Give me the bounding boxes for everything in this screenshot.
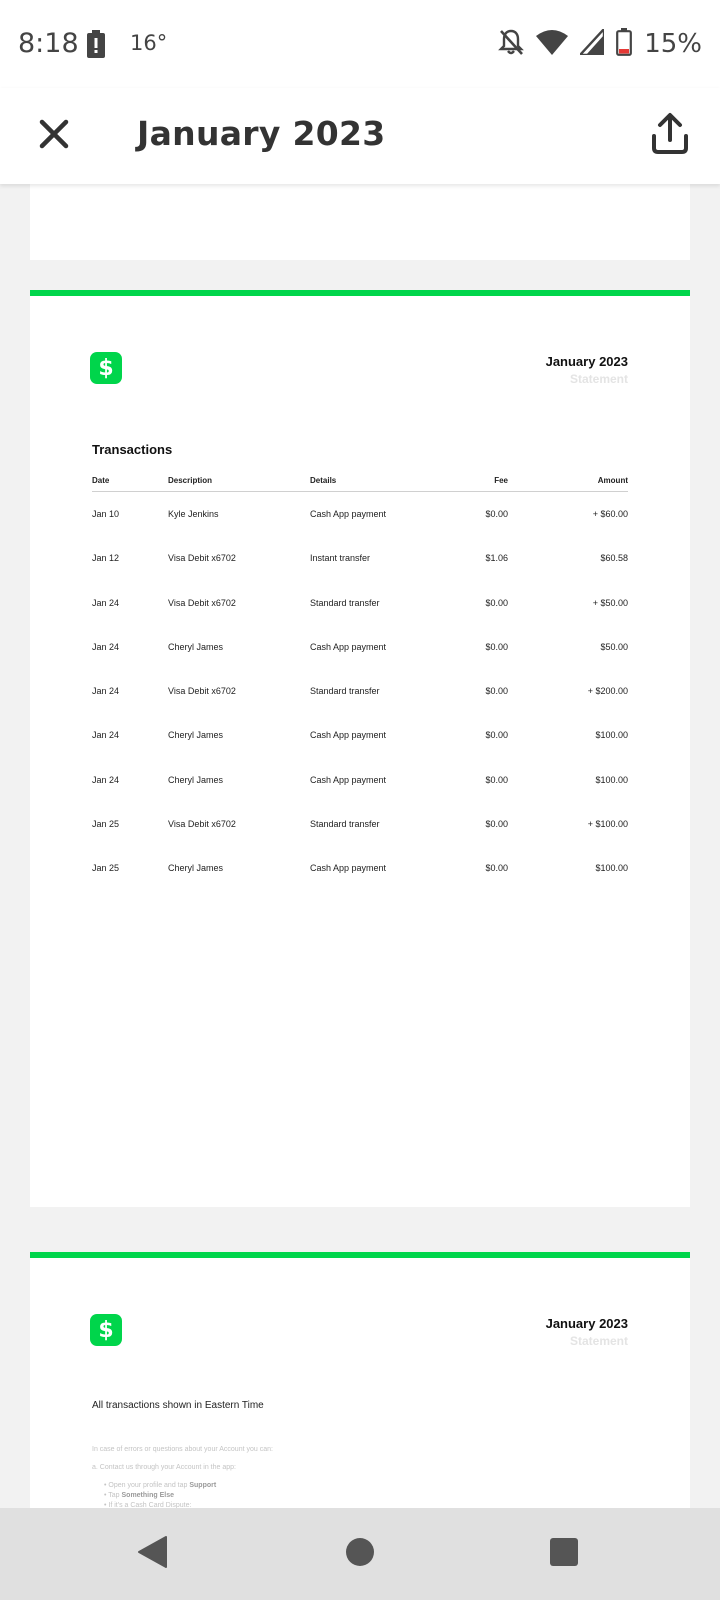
fine-print-bullet-2 <box>104 1492 174 1499</box>
cell-details: Cash App payment <box>310 641 387 652</box>
table-row <box>92 669 628 713</box>
cell-amount: + $100.00 <box>587 819 628 830</box>
cell-amount: $50.00 <box>600 641 628 652</box>
table-row <box>92 713 628 757</box>
navigation-bar <box>0 1508 720 1600</box>
cell-details: Standard transfer <box>310 686 380 697</box>
cell-description: Cheryl James <box>168 863 224 874</box>
column-description: Description <box>168 476 213 485</box>
table-row <box>92 802 628 846</box>
cell-details: Cash App payment <box>310 774 387 785</box>
recents-button[interactable] <box>536 1526 592 1582</box>
status-temperature: 16° <box>130 31 168 55</box>
home-icon <box>345 1537 375 1572</box>
cell-amount: $100.00 <box>595 774 628 785</box>
fine-print-bullet-2-text: • Tap <box>104 1492 122 1499</box>
cell-date: Jan 25 <box>92 819 120 830</box>
cell-description: Visa Debit x6702 <box>168 686 236 697</box>
cell-fee: $0.00 <box>485 774 508 785</box>
table-row <box>92 581 628 625</box>
cell-fee: $0.00 <box>485 686 508 697</box>
timezone-note: All transactions shown in Eastern Time <box>92 1400 264 1411</box>
cell-amount: $100.00 <box>595 863 628 874</box>
statement-month: January 2023 <box>545 354 628 369</box>
status-right-group <box>498 26 702 62</box>
table-header <box>92 474 628 492</box>
cell-date: Jan 24 <box>92 641 120 652</box>
battery-percent: 15% <box>644 29 702 59</box>
home-button[interactable] <box>332 1526 388 1582</box>
previous-page <box>30 184 690 260</box>
close-button[interactable] <box>26 108 82 164</box>
table-row <box>92 758 628 802</box>
notifications-off-icon <box>498 28 524 61</box>
cell-fee: $0.00 <box>485 641 508 652</box>
fine-print-bullet-2-bold: Something Else <box>121 1492 175 1499</box>
table-row <box>92 625 628 669</box>
cell-amount: $60.58 <box>600 553 628 564</box>
wifi-icon <box>536 29 568 60</box>
cell-amount: $100.00 <box>595 730 628 741</box>
fine-print-step-a: a. Contact us through your Account in the app: <box>92 1464 236 1471</box>
cell-date: Jan 24 <box>92 774 120 785</box>
table-body <box>92 492 628 891</box>
recents-icon <box>549 1537 579 1572</box>
statement-heading <box>546 1316 628 1348</box>
cell-description: Cheryl James <box>168 641 224 652</box>
cell-description: Visa Debit x6702 <box>168 553 236 564</box>
cell-fee: $0.00 <box>485 863 508 874</box>
cell-amount: + $200.00 <box>587 686 628 697</box>
status-bar <box>0 0 720 88</box>
cell-fee: $0.00 <box>485 730 508 741</box>
fine-print-bullet-1-text: • Open your profile and tap <box>104 1482 190 1489</box>
cell-details: Cash App payment <box>310 509 387 519</box>
cell-fee: $0.00 <box>485 597 508 608</box>
statement-label: Statement <box>569 372 628 386</box>
cell-amount: + $50.00 <box>592 597 628 608</box>
cell-details: Cash App payment <box>310 730 387 741</box>
app-bar <box>0 88 720 184</box>
statement-page-notes <box>30 1252 690 1508</box>
cash-app-logo: $ <box>90 1314 122 1346</box>
statement-page-transactions <box>30 290 690 1207</box>
cell-fee: $0.00 <box>485 509 508 519</box>
statement-heading <box>546 354 628 386</box>
cell-description: Visa Debit x6702 <box>168 819 236 830</box>
back-icon <box>136 1535 168 1574</box>
cell-details: Instant transfer <box>310 553 371 564</box>
cell-description: Cheryl James <box>168 774 224 785</box>
cell-date: Jan 24 <box>92 597 120 608</box>
column-amount: Amount <box>597 476 628 485</box>
statement-month: January 2023 <box>545 1316 628 1331</box>
column-date: Date <box>92 476 110 485</box>
cell-date: Jan 10 <box>92 509 120 519</box>
share-icon <box>650 112 690 161</box>
back-button[interactable] <box>124 1526 180 1582</box>
transactions-title: Transactions <box>92 442 173 457</box>
cell-details: Standard transfer <box>310 597 380 608</box>
cell-amount: + $60.00 <box>592 509 628 519</box>
page-title: January 2023 <box>137 114 386 153</box>
fine-print-bullet-3: • If it's a Cash Card Dispute: <box>104 1502 192 1508</box>
cell-details: Cash App payment <box>310 863 387 874</box>
table-row <box>92 846 628 890</box>
battery-alert-icon <box>86 30 106 58</box>
fine-print-intro: In case of errors or questions about your Account you can: <box>92 1446 273 1453</box>
fine-print-bullet-1-bold: Support <box>189 1482 217 1489</box>
signal-icon <box>580 29 604 60</box>
cell-date: Jan 24 <box>92 686 120 697</box>
cash-app-logo: $ <box>90 352 122 384</box>
column-details: Details <box>310 476 337 485</box>
document-viewer[interactable] <box>0 184 720 1508</box>
cell-description: Kyle Jenkins <box>168 509 219 519</box>
cell-description: Visa Debit x6702 <box>168 597 236 608</box>
cell-details: Standard transfer <box>310 819 380 830</box>
status-time: 8:18 <box>18 28 79 59</box>
battery-icon <box>616 28 632 61</box>
cell-fee: $0.00 <box>485 819 508 830</box>
cell-date: Jan 24 <box>92 730 120 741</box>
fine-print-bullet-1 <box>104 1482 216 1489</box>
cell-date: Jan 12 <box>92 553 120 564</box>
table-row <box>92 492 628 536</box>
cell-fee: $1.06 <box>485 553 508 564</box>
cell-date: Jan 25 <box>92 863 120 874</box>
column-fee: Fee <box>494 476 508 485</box>
close-icon <box>38 118 70 155</box>
cell-description: Cheryl James <box>168 730 224 741</box>
transactions-table <box>92 474 628 891</box>
table-row <box>92 536 628 580</box>
statement-label: Statement <box>569 1334 628 1348</box>
share-button[interactable] <box>638 104 702 168</box>
